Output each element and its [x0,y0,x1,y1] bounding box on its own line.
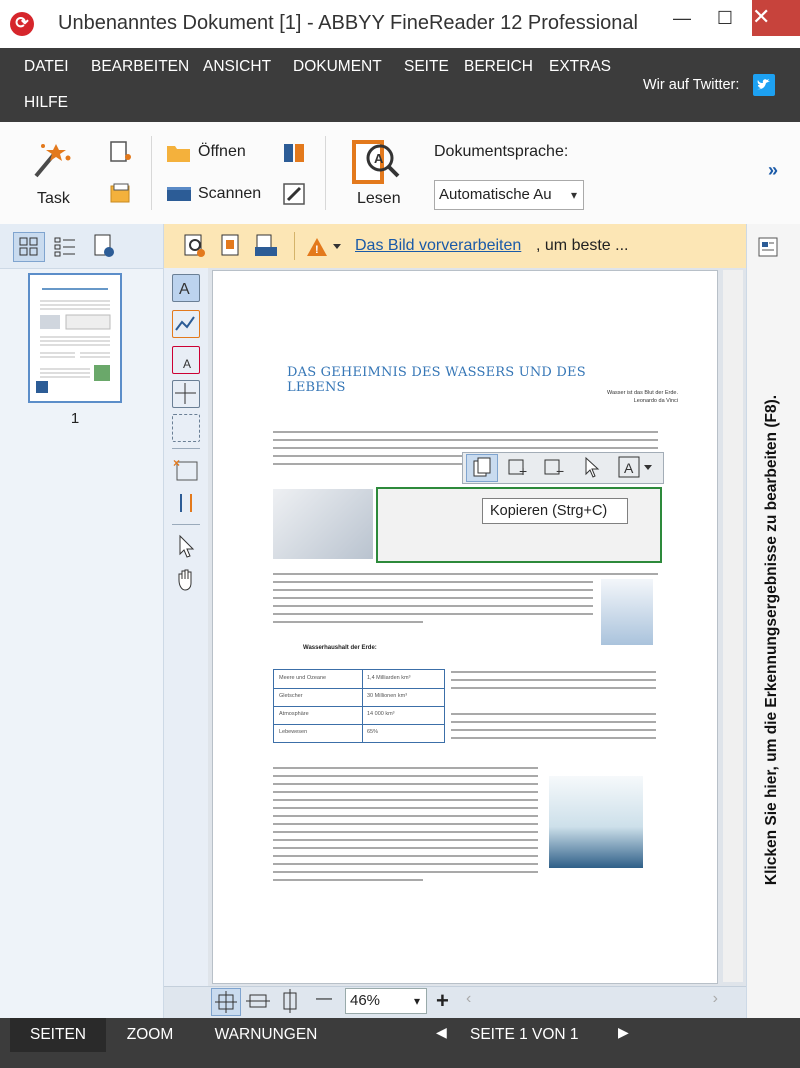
horizontal-scrollbar[interactable] [462,990,722,1010]
new-document-icon[interactable] [108,140,134,164]
table-cell: 14 000 km³ [367,711,395,717]
open-folder-icon[interactable] [166,142,192,164]
details-view-icon[interactable] [50,232,80,260]
text-line [273,463,468,465]
svg-text:+: + [519,463,528,479]
open-button[interactable]: Öffnen [198,143,246,160]
edit-image-icon[interactable] [282,182,306,206]
twitter-icon[interactable] [753,74,775,96]
document-photo-leaf [549,776,643,868]
order-areas-tool-icon[interactable] [172,490,200,518]
background-picture-tool-icon[interactable] [172,346,200,374]
text-line [273,775,538,777]
text-line [273,839,538,841]
menu-bearbeiten[interactable]: BEARBEITEN [91,58,190,75]
task-label[interactable]: Task [37,190,70,207]
twitter-label: Wir auf Twitter: [643,77,740,93]
text-line [273,823,538,825]
tools-separator [172,524,200,525]
scan-button[interactable]: Scannen [198,185,262,202]
document-vertical-scrollbar[interactable] [723,270,743,982]
fit-height-icon[interactable] [276,988,304,1014]
tab-zoom[interactable]: ZOOM [126,1026,174,1043]
text-line [273,613,593,615]
table-cell: Atmosphäre [279,711,309,717]
previous-page-icon[interactable]: ◀ [436,1024,447,1040]
table-cell: 30 Millionen km³ [367,693,408,699]
svg-text:−: − [556,463,565,479]
scroll-right-icon[interactable]: › [712,990,718,1007]
table-cell: Meere und Ozeane [279,675,327,681]
text-line [273,799,538,801]
hand-tool-icon[interactable] [172,566,200,594]
menu-datei[interactable]: DATEI [24,58,69,75]
warning-text: , um beste ... [536,237,629,254]
warning-separator [294,232,295,260]
table-cell: Lebewesen [279,729,308,735]
text-line [273,855,538,857]
text-line [273,439,658,441]
document-title: DAS GEHEIMNIS DES WASSERS UND DES LEBENS [287,365,586,395]
text-line [273,573,658,575]
close-button[interactable]: ✕ [752,0,800,36]
text-line [273,431,658,433]
svg-text:A: A [374,151,384,166]
text-line [273,831,538,833]
text-line [273,815,538,817]
text-line [451,737,656,739]
text-line [273,783,538,785]
ribbon-more-button[interactable]: » [768,160,779,180]
remove-area-icon[interactable] [540,454,570,480]
next-page-icon[interactable]: ▶ [618,1024,629,1040]
scroll-left-icon[interactable]: ‹ [466,990,472,1007]
quote-author: Leonardo da Vinci [633,398,678,404]
warning-icon[interactable] [306,236,346,258]
text-line [273,597,593,599]
picture-area-tool-icon[interactable] [172,310,200,338]
text-line [273,447,658,449]
text-line [451,687,656,689]
table-cell: Gletscher [279,693,303,699]
text-line [451,671,656,673]
copy-tooltip: Kopieren (Strg+C) [482,498,628,524]
svg-text:×: × [173,456,181,470]
tab-warnings[interactable]: WARNUNGEN [214,1026,318,1043]
zoom-out-button[interactable]: — [316,990,332,1007]
analyze-page-icon[interactable] [218,233,244,259]
app-logo-icon[interactable]: ⟳ [10,12,34,36]
language-label: Dokumentsprache: [434,143,569,160]
page-thumbnail-label: 1 [70,410,80,427]
text-line [451,713,656,715]
menu-dokument[interactable]: DOKUMENT [293,58,382,75]
recognize-page-icon[interactable] [182,233,208,259]
document-table [273,669,445,743]
zoom-in-button[interactable]: + [436,988,449,1013]
read-icon[interactable] [350,138,406,188]
add-area-icon[interactable] [504,454,534,480]
page-thumbnail[interactable] [28,273,122,403]
ribbon-separator [325,136,326,210]
menu-ansicht[interactable]: ANSICHT [203,58,272,75]
scan-page-icon[interactable] [253,233,279,259]
table-cell: 65% [367,729,379,735]
section-heading: Wasserhaushalt der Erde: [303,645,377,651]
zoom-value: 46% [350,992,381,1009]
text-line [273,455,468,457]
fit-page-icon[interactable] [211,988,241,1016]
menu-extras[interactable]: EXTRAS [549,58,612,75]
menu-hilfe[interactable]: HILFE [24,94,68,111]
text-line [273,863,538,865]
pointer-tool-icon[interactable] [172,532,200,560]
text-line [273,791,538,793]
text-line [273,847,538,849]
page-indicator: SEITE 1 VON 1 [470,1026,579,1043]
copy-icon[interactable] [466,454,498,482]
text-line [451,729,656,731]
text-line [451,679,656,681]
window-title: Unbenanntes Dokument [1] - ABBYY FineReader 12 Professional [58,12,638,34]
ribbon-separator [151,136,152,210]
text-line [273,767,538,769]
document-page[interactable] [212,270,718,984]
zoom-level-select[interactable] [345,988,427,1014]
chevron-down-icon: ▾ [570,188,577,202]
fit-width-icon[interactable] [244,988,272,1014]
text-editor-icon[interactable] [757,236,779,258]
text-line [273,879,423,881]
area-tools-strip [164,268,208,986]
page-properties-icon[interactable] [90,232,120,260]
minimize-button[interactable]: — [673,8,691,28]
delete-area-tool-icon[interactable] [172,456,200,484]
language-value: Automatische Au [439,186,552,203]
tools-separator [172,448,200,449]
recognition-area-tool-icon[interactable] [172,414,200,442]
task-wand-icon[interactable] [28,138,78,180]
document-photo-glass [601,579,653,645]
thumbnail-view-icon[interactable] [13,232,45,262]
menu-bereich[interactable]: BEREICH [464,58,533,75]
table-area-tool-icon[interactable] [172,380,200,408]
quote-line-1: Wasser ist das Blut der Erde. [606,390,678,396]
text-line [273,589,593,591]
document-quote [563,389,678,405]
text-line [273,621,423,623]
text-line [273,605,593,607]
text-line [451,721,656,723]
language-select[interactable] [434,180,584,210]
table-cell: 1,4 Milliarden km³ [367,675,411,681]
chevron-down-icon: ▾ [413,994,420,1008]
svg-text:A: A [624,460,634,476]
read-button[interactable]: Lesen [357,190,401,207]
document-photo-boy [273,489,373,559]
text-area-tool-icon[interactable] [172,274,200,302]
tab-pages[interactable]: SEITEN [10,1018,106,1052]
text-line [273,581,593,583]
compare-documents-icon[interactable] [282,141,306,165]
svg-text:!: ! [315,244,319,256]
svg-text:A: A [179,281,190,298]
text-line [273,807,538,809]
svg-text:A: A [183,357,192,371]
area-type-dropdown[interactable] [616,454,658,480]
scanner-icon[interactable] [166,183,192,205]
preprocess-image-link[interactable]: Das Bild vorverarbeiten [355,237,522,254]
text-line [273,871,538,873]
edit-results-hint[interactable]: Klicken Sie hier, um die Erkennungsergebnisse zu bearbeiten (F8). [763,394,780,886]
open-folder-small-icon[interactable] [108,182,134,206]
menu-seite[interactable]: SEITE [404,58,449,75]
maximize-button[interactable]: ☐ [716,8,734,28]
select-pointer-icon[interactable] [576,454,606,480]
